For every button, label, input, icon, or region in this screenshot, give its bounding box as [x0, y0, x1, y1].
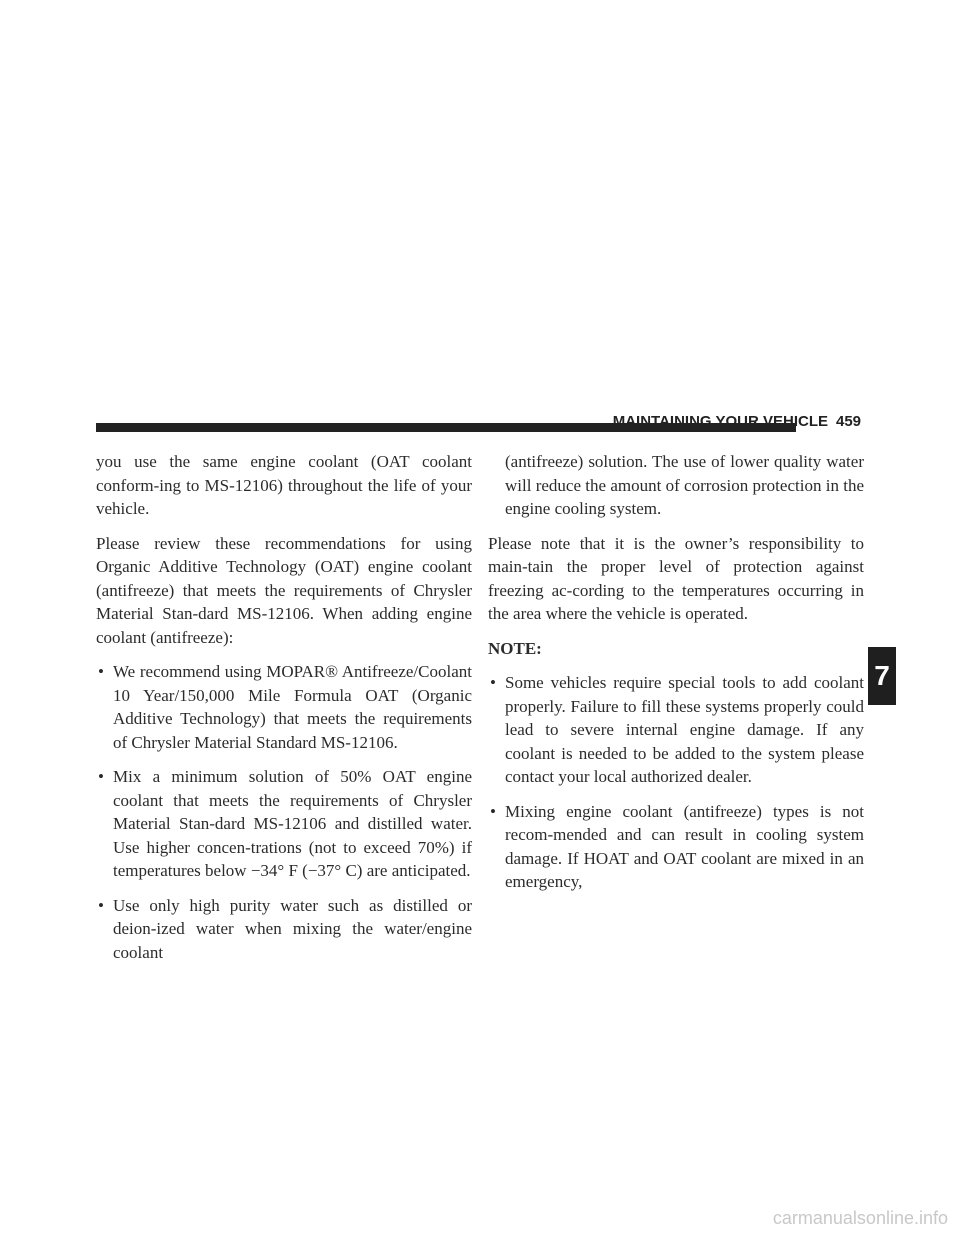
page-number: 459	[836, 413, 862, 430]
list-item: • Some vehicles require special tools to add coolant properly. Failure to fill these systems properly could lead to severe internal engine damage. If any coolant is needed to be added to the system please contact your local authorized dealer.	[488, 671, 864, 789]
paragraph: Please note that it is the owner’s responsibility to main-tain the proper level of protection against freezing ac-cording to the temperatures occurring in the area where the vehicle is operated.	[488, 533, 864, 623]
list-item: • We recommend using MOPAR® Antifreeze/Coolant 10 Year/150,000 Mile Formula OAT (Organic Additive Technology) that meets the requirements of Chrysler Material Standard MS-12106.	[96, 660, 472, 754]
bullet-list	[488, 671, 864, 894]
list-item: • Mix a minimum solution of 50% OAT engine coolant that meets the requirements of Chrysler Material Stan-dard MS-12106 and distilled water. Use higher concen-trations (not to exceed 70%) if temperatures below −34° F (−37° C) are anticipated.	[96, 765, 472, 883]
list-item: • Mixing engine coolant (antifreeze) types is not recom-mended and can result in cooling system damage. If HOAT and OAT coolant are mixed in an emergency,	[488, 800, 864, 894]
note-label: NOTE:	[488, 638, 542, 658]
left-column	[96, 450, 472, 975]
section-title: MAINTAINING YOUR VEHICLE	[612, 413, 828, 430]
paragraph: Please review these recommendations for using Organic Additive Technology (OAT) engine coolant (antifreeze) that meets the requirements of Chrysler Material Stan-dard MS-12106. When adding engine coolant (antifreeze):	[96, 533, 472, 647]
right-column	[488, 450, 864, 905]
paragraph: you use the same engine coolant (OAT coolant conform-ing to MS-12106) throughout the life of your vehicle.	[96, 452, 472, 518]
watermark-link[interactable]: carmanualsonline.info	[772, 1208, 948, 1228]
bullet-continuation: (antifreeze) solution. The use of lower quality water will reduce the amount of corrosion protection in the engine cooling system.	[505, 452, 864, 518]
bullet-list	[96, 660, 472, 964]
chapter-tab: 7	[868, 647, 896, 705]
list-item: • Use only high purity water such as distilled or deion-ized water when mixing the water/engine coolant	[96, 894, 472, 965]
